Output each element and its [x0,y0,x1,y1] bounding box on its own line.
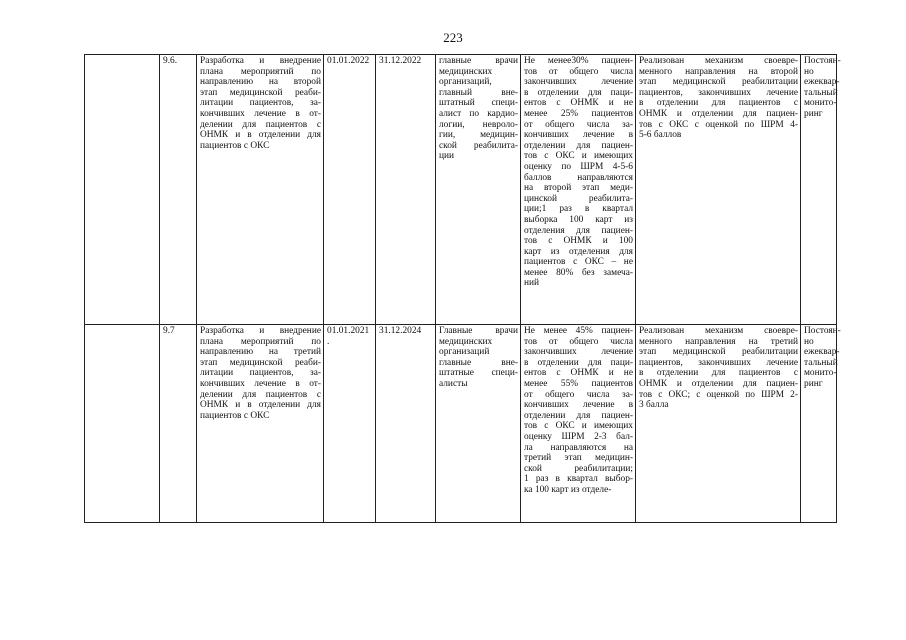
text-line: ОНМК и отделении для пациен- [639,378,798,389]
text-line: в отделении для паци- [524,357,633,368]
text-line: ОНМК и в отделении для [200,400,321,411]
text-line: главные врачи [439,56,518,66]
result-cell [636,55,801,325]
text-line: ОНМК и отделении для пациен- [639,108,798,119]
text-line: главные вне- [439,357,518,368]
text-line: тов с ОКС с оценкой по ШРМ 4- [639,119,798,130]
text-line: организаций [439,347,490,358]
text-line: кончивших лечение в от- [200,108,321,119]
start-date-cell [324,325,376,523]
text-line: этап медицинской реаби- [200,87,321,98]
text-line: штатный специ- [439,98,518,109]
text-line: пациентов с ОКС [200,410,270,421]
text-line: 5-6 баллов [639,130,682,141]
text-line: от общего числа за- [524,389,633,400]
text-line: ла направляются на [524,442,633,453]
text-line: менее 55% пациентов [524,378,633,389]
text-line: главный вне- [439,87,518,98]
text-line: цинской реабилита- [524,193,633,204]
text-line: кончивших лечение в [524,130,633,141]
text-line: направлению на третий [200,347,321,358]
text-line: литации пациентов, за- [200,368,321,379]
blank-cell [85,325,160,523]
end-date: 31.12.2024 [376,325,436,523]
text-line: медицинских [439,336,493,347]
activity-cell [197,55,324,325]
text-line: закончивших лечение [524,77,633,88]
text-line: медицинских [439,66,493,77]
blank-cell [85,55,160,325]
text-line: гии, медицин- [439,130,518,141]
text-line: Не менее 45% пациен- [524,326,633,336]
indicator-cell [521,55,636,325]
plan-table [84,54,841,523]
text-line: Реализован механизм своевре- [639,326,798,336]
text-line: этап медицинской реабилитации [639,347,798,358]
text-line: ской реабилитации; [524,463,633,474]
text-line: отделения для пациен- [524,225,633,236]
end-date: 31.12.2022 [376,55,436,325]
text-line: алист по кардио- [439,108,518,119]
text-line: тов с ОНМК и 100 [524,236,633,247]
text-line: монито- [804,368,837,379]
text-line: пациентов с ОКС [200,140,270,151]
text-line: отделении для пациен- [524,140,633,151]
text-line: менее 80% без замеча- [524,267,633,278]
text-line: в отделении для паци- [524,87,633,98]
text-line: тов от общего числа [524,336,633,347]
monitoring-cell [801,325,841,523]
text-line: от общего числа за- [524,119,633,130]
text-line: пациентов, закончивших лечение [639,87,798,98]
text-line: штатные специ- [439,368,518,379]
text-line: направлению на второй [200,77,321,88]
text-line: тов от общего числа [524,66,633,77]
result-cell [636,325,801,523]
text-line: этап медицинской реабилитации [639,77,798,88]
text-line: отделении для пациен- [524,410,633,421]
activity-cell [197,325,324,523]
text-line: Разработка и внедрение [200,56,321,66]
table-row [85,325,837,523]
text-line: оценку ШРМ 2-3 бал- [524,431,633,442]
table-row [85,55,837,325]
text-line: плана мероприятий по [200,66,321,77]
text-line: ка 100 карт из отделе- [524,484,612,495]
responsible-cell [436,325,521,523]
monitoring-cell [801,55,841,325]
text-line: менного направления на третий [639,336,798,347]
text-line: ежеквар- [804,347,840,358]
text-line: тов с ОКС; с оценкой по ШРМ 2- [639,389,798,400]
text-line: Не менее30% пациен- [524,56,633,66]
text-line: ентов с ОНМК и не [524,98,633,109]
text-line: в отделении для пациентов с [639,98,798,109]
text-line: тов с ОКС и имеющих [524,421,633,432]
text-line: но [804,66,814,77]
text-line: в отделении для пациентов с [639,368,798,379]
text-line: ентов с ОНМК и не [524,368,633,379]
text-line: ний [524,278,540,289]
start-date: 01.01.2021 [327,326,370,336]
text-line: тов с ОКС и имеющих [524,151,633,162]
text-line: ринг [804,108,823,119]
text-line: на второй этап меди- [524,183,633,194]
item-number: 9.7 [160,325,197,523]
text-line: плана мероприятий по [200,336,321,347]
responsible-cell [436,55,521,325]
text-line: карт из отделения для [524,246,633,257]
text-line: ции [439,151,455,162]
text-line: Разработка и внедрение [200,326,321,336]
text-line: кончивших лечение в [524,400,633,411]
text-line: кончивших лечение в от- [200,378,321,389]
text-line: пациентов, закончивших лечение [639,357,798,368]
text-line: алисты [439,378,468,389]
text-line: но [804,336,814,347]
text-line: ской реабилита- [439,140,518,151]
item-number: 9.6. [160,55,197,325]
text-line: логии, невроло- [439,119,518,130]
text-line: третий этап медицин- [524,453,633,464]
text-line: этап медицинской реаби- [200,357,321,368]
page-number: 223 [443,30,463,45]
text-line: оценку по ШРМ 4-5-6 [524,161,633,172]
text-line: Главные врачи [439,326,518,336]
text-line: тальный [804,87,838,98]
text-line: организаций, [439,77,492,88]
text-line: пациентов с ОКС – не [524,257,633,268]
text-line: делении для пациентов с [200,389,321,400]
text-line: литации пациентов, за- [200,98,321,109]
text-line: выборка 100 карт из [524,214,633,225]
indicator-cell [521,325,636,523]
text-line: монито- [804,98,837,109]
start-date: 01.01.2022 [324,55,376,325]
text-line: Реализован механизм своевре- [639,56,798,66]
text-line: ции;1 раз в квартал [524,204,633,215]
text-line: 1 раз в квартал выбор- [524,474,633,485]
text-line: менее 25% пациентов [524,108,633,119]
text-line: тальный [804,357,838,368]
text-line: ринг [804,378,823,389]
text-line: 3 балла [639,400,669,411]
text-line: Постоян- [804,56,841,66]
text-line: делении для пациентов с [200,119,321,130]
text-line: закончивших лечение [524,347,633,358]
text-line: Постоян- [804,326,841,336]
text-line: ежеквар- [804,77,840,88]
start-date-mark: . [327,336,330,347]
text-line: менного направления на второй [639,66,798,77]
text-line: ОНМК и в отделении для [200,130,321,141]
text-line: баллов направляются [524,172,633,183]
